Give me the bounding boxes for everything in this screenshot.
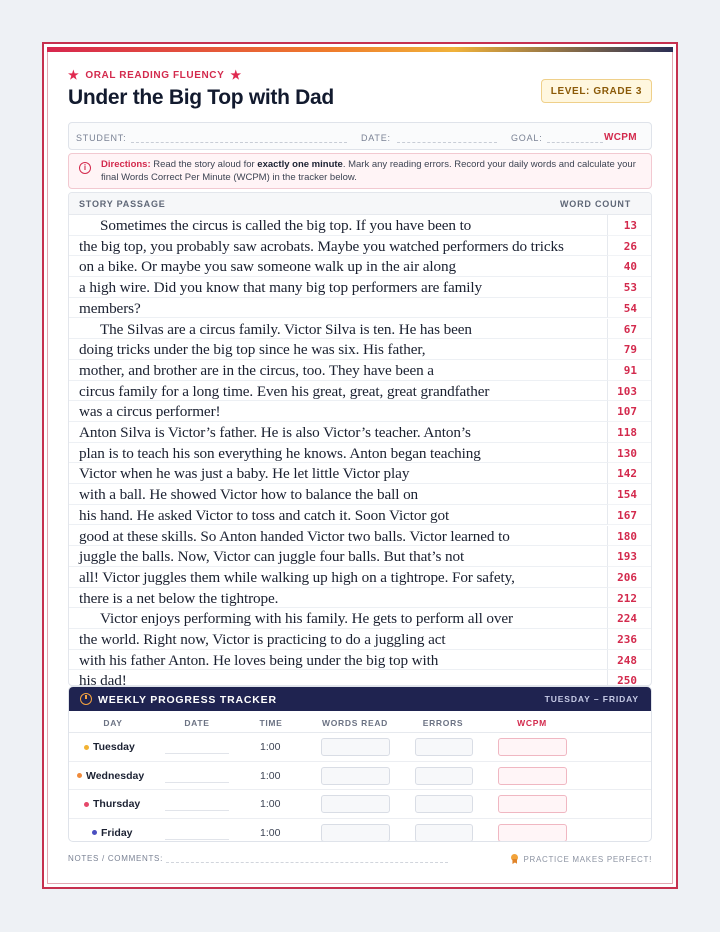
col-wcpm: WCPM <box>517 718 547 728</box>
tracker-day <box>92 827 133 839</box>
passage-line <box>69 670 651 685</box>
tracker-row <box>69 819 651 843</box>
notes-label: NOTES / COMMENTS: <box>68 854 164 863</box>
story-passage <box>68 192 652 686</box>
tracker-rows <box>69 733 651 842</box>
worksheet <box>42 42 678 889</box>
cumulative-word-count: 154 <box>607 484 651 505</box>
eyebrow <box>68 69 242 81</box>
eyebrow-label: ORAL READING FLUENCY <box>85 69 225 81</box>
cumulative-word-count: 206 <box>607 567 651 588</box>
day-dot-icon <box>84 802 89 807</box>
wcpm-input[interactable] <box>498 767 567 785</box>
passage-line-text: all! Victor juggles them while walking up high on a tightrope. For safety, <box>79 568 515 586</box>
tracker-day-label: Friday <box>101 826 133 839</box>
directions-text: . Mark any reading errors. Record your daily words and calculate your final Words Correct Per Minute (WCPM) in the tracker below. <box>101 159 636 183</box>
passage-line <box>69 360 651 381</box>
directions-label: Directions: <box>101 159 151 170</box>
passage-line <box>69 608 651 629</box>
cumulative-word-count: 26 <box>607 236 651 257</box>
date-input[interactable] <box>165 782 229 783</box>
tracker-title: WEEKLY PROGRESS TRACKER <box>98 694 277 706</box>
errors-input[interactable] <box>415 824 473 842</box>
tracker-row <box>69 790 651 819</box>
level-badge: LEVEL: GRADE 3 <box>541 79 652 103</box>
cumulative-word-count: 180 <box>607 526 651 547</box>
cumulative-word-count: 130 <box>607 443 651 464</box>
weekly-progress-tracker <box>68 686 652 842</box>
cumulative-word-count: 224 <box>607 608 651 629</box>
words-read-input[interactable] <box>321 738 390 756</box>
wcpm-input[interactable] <box>498 795 567 813</box>
cumulative-word-count: 212 <box>607 588 651 609</box>
cumulative-word-count: 118 <box>607 422 651 443</box>
passage-line-text: the big top, you probably saw acrobats. Maybe you watched performers do tricks <box>79 237 564 255</box>
cumulative-word-count: 250 <box>607 670 651 685</box>
tracker-day-label: Thursday <box>93 798 141 810</box>
date-label: DATE: <box>361 133 391 143</box>
tracker-row <box>69 762 651 791</box>
page-title: Under the Big Top with Dad <box>68 86 334 109</box>
practice-note <box>510 854 652 864</box>
date-input[interactable] <box>165 810 229 811</box>
passage-line-text: was a circus performer! <box>79 403 221 421</box>
tracker-columns <box>69 711 651 733</box>
tracker-day-label: Wednesday <box>86 769 145 782</box>
passage-line-text: juggle the balls. Now, Victor can juggle four balls. But that’s not <box>79 548 465 566</box>
passage-header <box>69 193 651 215</box>
tracker-time: 1:00 <box>260 741 281 753</box>
passage-line <box>69 588 651 609</box>
tracker-header <box>69 687 651 711</box>
passage-line <box>69 567 651 588</box>
gradient-top-bar <box>47 47 673 52</box>
cumulative-word-count: 236 <box>607 629 651 650</box>
student-label: STUDENT: <box>76 133 127 143</box>
passage-line <box>69 319 651 340</box>
passage-line-text: a high wire. Did you know that many big top performers are family <box>79 279 483 297</box>
student-info-bar <box>68 122 652 150</box>
passage-line-text: mother, and brother are in the circus, too. They have been a <box>79 361 434 379</box>
tracker-subtitle: TUESDAY – FRIDAY <box>544 694 639 704</box>
words-read-input[interactable] <box>321 795 390 813</box>
directions-box <box>68 153 652 189</box>
info-icon: i <box>79 162 91 174</box>
medal-icon <box>510 854 519 864</box>
passage-line <box>69 526 651 547</box>
cumulative-word-count: 40 <box>607 256 651 277</box>
cumulative-word-count: 167 <box>607 505 651 526</box>
star-icon: ★ <box>68 68 80 82</box>
words-read-input[interactable] <box>321 767 390 785</box>
passage-line <box>69 401 651 422</box>
word-count-header: WORD COUNT <box>560 199 631 209</box>
passage-line <box>69 505 651 526</box>
cumulative-word-count: 13 <box>607 215 651 236</box>
tracker-day <box>84 798 140 810</box>
passage-line-text: Anton Silva is Victor’s father. He is also Victor’s teacher. Anton’s <box>79 424 471 441</box>
tracker-time: 1:00 <box>260 798 281 810</box>
goal-label: GOAL: <box>511 133 543 143</box>
passage-lines <box>69 215 651 685</box>
col-words-read: WORDS READ <box>321 718 389 728</box>
passage-line <box>69 546 651 567</box>
day-dot-icon <box>77 773 82 778</box>
passage-line <box>69 422 651 443</box>
passage-line-text: on a bike. Or maybe you saw someone walk up in the air along <box>79 258 456 276</box>
goal-unit: WCPM <box>604 132 637 143</box>
tracker-time: 1:00 <box>260 826 281 839</box>
passage-line <box>69 236 651 257</box>
notes-field[interactable] <box>166 862 448 863</box>
passage-line-text: good at these skills. So Anton handed Victor two balls. Victor learned to <box>79 527 510 545</box>
cumulative-word-count: 107 <box>607 401 651 422</box>
directions-emphasis: exactly one minute <box>257 159 343 170</box>
cumulative-word-count: 91 <box>607 360 651 381</box>
errors-input[interactable] <box>415 767 473 785</box>
passage-line-text: his hand. He asked Victor to toss and catch it. Soon Victor got <box>79 506 450 524</box>
stopwatch-icon <box>80 693 92 705</box>
col-errors: ERRORS <box>422 718 464 728</box>
cumulative-word-count: 79 <box>607 339 651 360</box>
passage-line <box>69 650 651 671</box>
cumulative-word-count: 142 <box>607 463 651 484</box>
date-input[interactable] <box>165 753 229 754</box>
date-field[interactable] <box>397 142 497 143</box>
passage-line <box>69 256 651 277</box>
words-read-input[interactable] <box>321 824 390 842</box>
tracker-day-label: Tuesday <box>93 741 135 753</box>
directions-text: Read the story aloud for <box>150 159 258 170</box>
day-dot-icon <box>84 745 89 750</box>
passage-line-text: with his father Anton. He loves being under the big top with <box>79 651 439 669</box>
col-day: DAY <box>103 718 123 728</box>
cumulative-word-count: 53 <box>607 277 651 298</box>
passage-line <box>69 381 651 402</box>
practice-text: PRACTICE MAKES PERFECT! <box>523 854 652 864</box>
passage-line-text: members? <box>79 299 141 317</box>
cumulative-word-count: 54 <box>607 298 651 319</box>
passage-line <box>69 298 651 319</box>
student-field[interactable] <box>131 142 347 143</box>
passage-line <box>69 277 651 298</box>
col-time: TIME <box>259 718 283 728</box>
cumulative-word-count: 193 <box>607 546 651 567</box>
passage-line-text: Victor when he was just a baby. He let little Victor play <box>79 465 410 483</box>
goal-field[interactable] <box>547 142 603 143</box>
passage-line-text: Victor enjoys performing with his family. He gets to perform all over <box>100 610 513 628</box>
passage-line <box>69 484 651 505</box>
errors-input[interactable] <box>415 738 473 756</box>
passage-line-text: his dad! <box>79 672 127 685</box>
passage-header-label: STORY PASSAGE <box>79 199 166 209</box>
wcpm-input[interactable] <box>498 824 567 842</box>
passage-line <box>69 339 651 360</box>
day-dot-icon <box>92 830 97 835</box>
cumulative-word-count: 67 <box>607 319 651 340</box>
passage-line-text: circus family for a long time. Even his great, great, great grandfather <box>79 382 490 400</box>
passage-line-text: doing tricks under the big top since he was six. His father, <box>79 341 426 359</box>
passage-line <box>69 463 651 484</box>
tracker-day <box>84 741 135 753</box>
passage-line-text: there is a net below the tightrope. <box>79 589 279 607</box>
passage-line <box>69 629 651 650</box>
tracker-day <box>77 770 144 782</box>
cumulative-word-count: 103 <box>607 381 651 402</box>
errors-input[interactable] <box>415 795 473 813</box>
tracker-time: 1:00 <box>260 769 281 782</box>
wcpm-input[interactable] <box>498 738 567 756</box>
passage-line <box>69 443 651 464</box>
passage-line <box>69 215 651 236</box>
footer <box>68 852 652 866</box>
passage-line-text: Sometimes the circus is called the big top. If you have been to <box>100 217 472 234</box>
passage-line-text: plan is to teach his son everything he knows. Anton began teaching <box>79 444 481 462</box>
tracker-row <box>69 733 651 762</box>
col-date: DATE <box>184 718 210 728</box>
date-input[interactable] <box>165 839 229 840</box>
star-icon: ★ <box>230 68 242 82</box>
passage-line-text: with a ball. He showed Victor how to balance the ball on <box>79 486 419 504</box>
passage-line-text: the world. Right now, Victor is practicing to do a juggling act <box>79 631 446 648</box>
cumulative-word-count: 248 <box>607 650 651 671</box>
passage-line-text: The Silvas are a circus family. Victor Silva is ten. He has been <box>100 320 472 338</box>
